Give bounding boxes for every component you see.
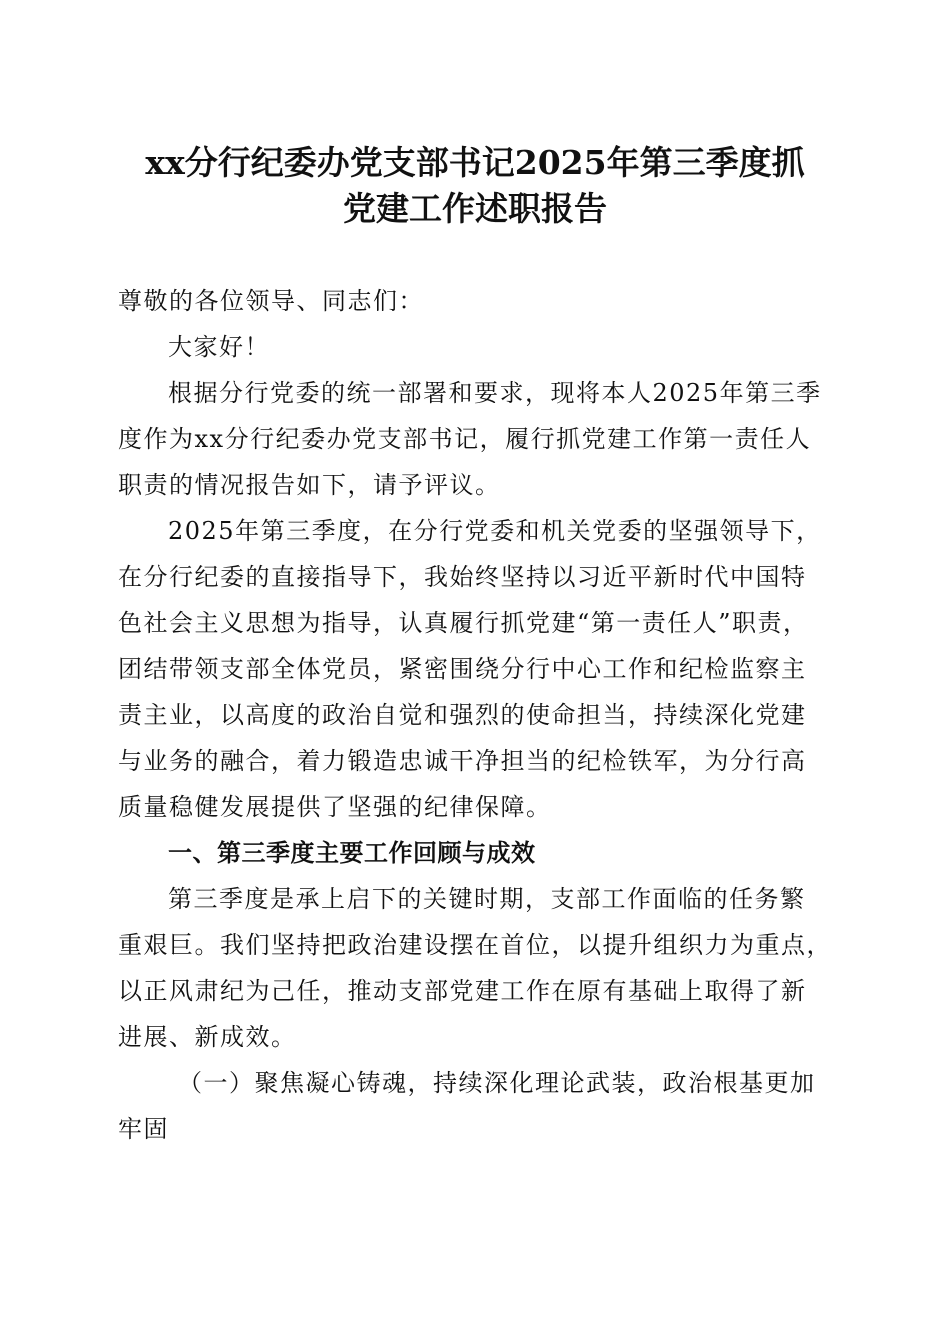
paragraph-line: 职责的情况报告如下，请予评议。 (118, 471, 501, 499)
paragraph-line: 与业务的融合，着力锻造忠诚干净担当的纪检铁军，为分行高 (118, 747, 807, 775)
paragraph-line: 2025年第三季度，在分行党委和机关党委的坚强领导下， (168, 517, 822, 545)
salutation: 尊敬的各位领导、同志们： (118, 287, 424, 315)
paragraph-line: 进展、新成效。 (118, 1023, 297, 1051)
document-title (100, 140, 850, 232)
paragraph-line: 根据分行党委的统一部署和要求，现将本人2025年第三季 (168, 379, 822, 407)
greeting: 大家好！ (168, 333, 270, 361)
paragraph-line: 质量稳健发展提供了坚强的纪律保障。 (118, 793, 552, 821)
paragraph-line: 第三季度是承上启下的关键时期，支部工作面临的任务繁 (168, 885, 806, 913)
paragraph-line: 重艰巨。我们坚持把政治建设摆在首位，以提升组织力为重点， (118, 931, 832, 959)
document-body (118, 278, 834, 1152)
subsection-heading-continued: 牢固 (118, 1115, 169, 1143)
paragraph-line: 色社会主义思想为指导，认真履行抓党建“第一责任人”职责， (118, 609, 809, 637)
paragraph-line: 责主业，以高度的政治自觉和强烈的使命担当，持续深化党建 (118, 701, 807, 729)
paragraph-line: 团结带领支部全体党员，紧密围绕分行中心工作和纪检监察主 (118, 655, 807, 683)
paragraph-line: 度作为xx分行纪委办党支部书记，履行抓党建工作第一责任人 (118, 425, 812, 453)
section-heading: 一、第三季度主要工作回顾与成效 (168, 839, 536, 867)
subsection-heading: （一）聚焦凝心铸魂，持续深化理论武装，政治根基更加 (178, 1069, 816, 1097)
title-line: 党建工作述职报告 (343, 189, 607, 228)
title-line: xx分行纪委办党支部书记2025年第三季度抓 (145, 143, 805, 182)
paragraph-line: 以正风肃纪为己任，推动支部党建工作在原有基础上取得了新 (118, 977, 807, 1005)
paragraph-line: 在分行纪委的直接指导下，我始终坚持以习近平新时代中国特 (118, 563, 807, 591)
